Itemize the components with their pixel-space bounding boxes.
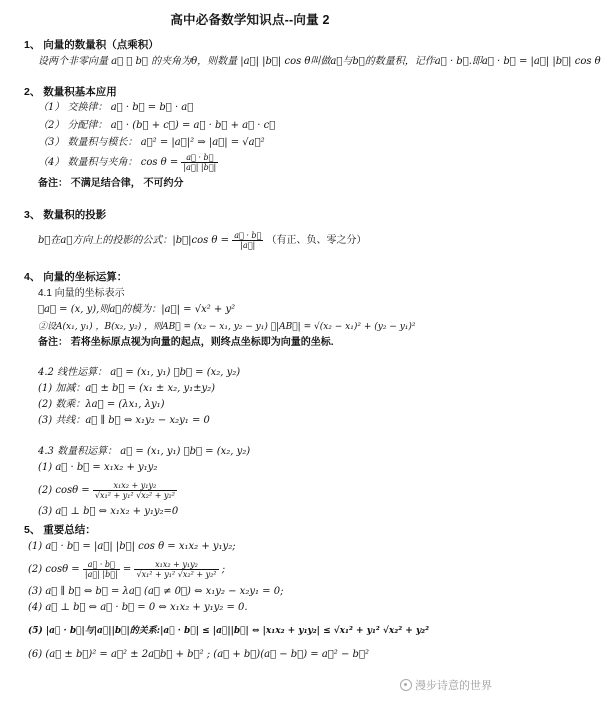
watermark-logo-icon: [400, 679, 412, 691]
section-1-definition: 设两个非零向量 a⃗ ， b⃗ 的夹角为θ，则数量 |a⃗| |b⃗| cos θ叫做a⃗与b⃗的数量积，记作a⃗ · b⃗.即a⃗ · b⃗ = |a⃗| |b⃗| cos θ: [38, 56, 601, 67]
angle-fraction: [181, 153, 218, 172]
summary-6: (6) (a⃗ ± b⃗)² = a⃗² ± 2a⃗b⃗ + b⃗² ; (a⃗ + b⃗)(a⃗ − b⃗) = a⃗² − b⃗²: [28, 649, 369, 660]
projection-fraction: [232, 231, 263, 250]
page-title: 高中必备数学知识点--向量 2: [170, 13, 330, 27]
summary-3: (3) a⃗ ∥ b⃗ ⇔ b⃗ = λa⃗ (a⃗ ≠ 0⃗) ⇔ x₁y₂ − x₂y₁ = 0;: [28, 586, 284, 597]
commutative-law: （1） 交换律： a⃗ · b⃗ = b⃗ · a⃗: [38, 102, 194, 113]
coord-perpendicular: (3) a⃗ ⊥ b⃗ ⇔ x₁x₂ + y₁y₂=0: [38, 506, 179, 517]
summary-5: (5) |a⃗ · b⃗|与|a⃗||b⃗|的关系:|a⃗ · b⃗| ≤ |a⃗||b⃗| ⇔ |x₁x₂ + y₁y₂| ≤ √x₁² + y₁² √x₂² + y₂²: [28, 626, 430, 636]
coord-cosine-numerator: x₁x₂ + y₁y₂: [93, 481, 177, 491]
summary-2-equals: =: [122, 564, 132, 575]
projection-prefix: b⃗在a⃗方向上的投影的公式：|b⃗|cos θ =: [38, 235, 230, 246]
summary-2-denominator-1: |a⃗| |b⃗|: [84, 570, 118, 579]
angle-formula-prefix: （4） 数量积与夹角： cos θ =: [38, 157, 179, 168]
summary-1: (1) a⃗ · b⃗ = |a⃗| |b⃗| cos θ = x₁x₂ + y₁y₂;: [28, 541, 236, 552]
summary-2-numerator-2: x₁x₂ + y₁y₂: [134, 560, 218, 570]
dot-product-modulus: （3） 数量积与模长： a⃗² = |a⃗|² ⇒ |a⃗| = √a⃗²: [38, 137, 265, 148]
section-4-heading: 4、 向量的坐标运算：: [24, 271, 128, 283]
watermark: [400, 677, 492, 693]
coord-dot-product: (1) a⃗ · b⃗ = x₁x₂ + y₁y₂: [38, 462, 158, 473]
coord-cosine-fraction: [93, 481, 177, 500]
linear-collinear: (3) 共线：a⃗ ∥ b⃗ ⇔ x₁y₂ − x₂y₁ = 0: [38, 415, 210, 426]
linear-add-subtract: (1) 加减：a⃗ ± b⃗ = (x₁ ± x₂, y₁±y₂): [38, 383, 216, 394]
subsection-4-1: 4.1 向量的坐标表示: [38, 288, 125, 299]
summary-4: (4) a⃗ ⊥ b⃗ ⇔ a⃗ · b⃗ = 0 ⇔ x₁x₂ + y₁y₂ = 0.: [28, 602, 248, 613]
projection-formula: [38, 231, 367, 250]
distributive-law: （2） 分配律： a⃗ · (b⃗ + c⃗) = a⃗ · b⃗ + a⃗ · c⃗: [38, 120, 276, 131]
summary-2-prefix: (2) cosθ =: [28, 564, 80, 575]
projection-denominator: |a⃗|: [240, 241, 256, 250]
section-2-note: 备注： 不满足结合律， 不可约分: [38, 178, 184, 189]
summary-2-denominator-2: √x₁² + y₁² √x₂² + y₂²: [136, 570, 217, 579]
vector-ab-formula: ②设A(x₁, y₁) ，B(x₂, y₂) ，则AB⃗ = (x₂ − x₁, y₂ − y₁) ，|AB⃗| = √(x₂ − x₁)² + (y₂ − y₁)²: [38, 322, 416, 332]
section-5-heading: 5、 重要总结：: [24, 524, 96, 536]
section-1-heading: 1、 向量的数量积（点乘积）: [24, 39, 159, 51]
projection-numerator: a⃗ · b⃗: [234, 231, 262, 240]
subsection-4-2: 4.2 线性运算： a⃗ = (x₁, y₁) ，b⃗ = (x₂, y₂): [38, 367, 241, 378]
vector-modulus-formula: ①a⃗ = (x, y),则a⃗的模为：|a⃗| = √x² + y²: [38, 304, 236, 315]
summary-2-numerator-1: a⃗ · b⃗: [83, 560, 120, 570]
angle-fraction-denominator: |a⃗| |b⃗|: [183, 163, 217, 172]
coord-cosine: [38, 481, 177, 500]
coord-cosine-denominator: √x₁² + y₁² √x₂² + y₂²: [94, 491, 175, 500]
watermark-text: 漫步诗意的世界: [415, 680, 492, 692]
projection-suffix: （有正、负、零之分）: [266, 235, 367, 246]
summary-2-fraction-2: [134, 560, 218, 579]
summary-2: [28, 560, 225, 579]
section-3-heading: 3、 数量积的投影: [24, 209, 107, 221]
linear-scalar-multiply: (2) 数乘：λa⃗ = (λx₁, λy₁): [38, 399, 165, 410]
summary-2-fraction-1: [83, 560, 120, 579]
section-4-note: 备注： 若将坐标原点视为向量的起点，则终点坐标即为向量的坐标.: [38, 337, 334, 348]
dot-product-angle: [38, 153, 218, 172]
summary-2-suffix: ;: [221, 564, 226, 575]
coord-cosine-prefix: (2) cosθ =: [38, 485, 90, 496]
subsection-4-3: 4.3 数量积运算： a⃗ = (x₁, y₁) ，b⃗ = (x₂, y₂): [38, 446, 251, 457]
angle-fraction-numerator: a⃗ · b⃗: [181, 153, 218, 163]
section-2-heading: 2、 数量积基本应用: [24, 86, 117, 98]
